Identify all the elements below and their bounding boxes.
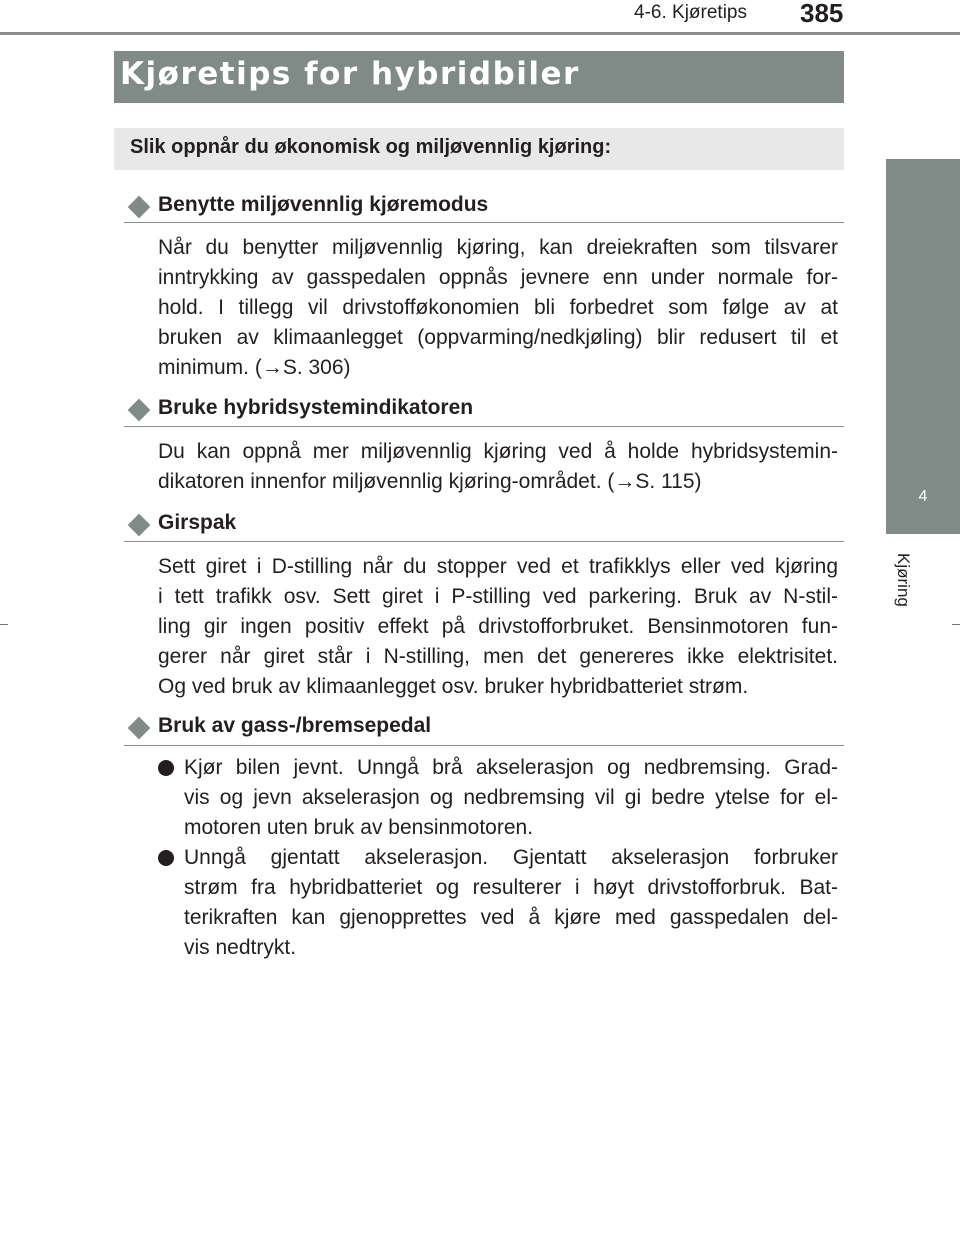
section-divider [124,745,844,746]
text-line: vis og jevn akselerasjon og nedbremsing vil gi bedre ytelse for el- [184,786,838,809]
header-divider [0,32,960,35]
bullet-item-smooth-driving [184,753,838,843]
text-line: vis nedtrykt. [184,936,297,959]
bullet-dot-icon [158,760,174,776]
bullet-item-repeated-acceleration [184,843,838,963]
diamond-bullet-icon [128,514,151,537]
text-line: inntrykking av gasspedalen oppnås jevnere enn under normale for- [158,266,838,289]
text-line: dikatoren innenfor miljøvennlig kjøring-området. (→S. 115) [158,470,702,493]
page-number: 385 [800,0,844,28]
bullet-dot-icon [158,850,174,866]
section-title: Benytte miljøvennlig kjøremodus [158,193,489,216]
diamond-bullet-icon [128,717,151,740]
chapter-label: Kjøring [894,553,913,607]
text-line: hold. I tillegg vil drivstofføkonomien bli forbedret som følge av at [158,296,838,319]
text-line: gerer når giret står i N-stilling, men det genereres ikke elektrisitet. [158,645,838,668]
text-line: terikraften kan gjenopprettes ved å kjøre med gasspedalen del- [184,906,838,929]
section-divider [124,222,844,223]
text-line: Når du benytter miljøvennlig kjøring, kan dreiekraften som tilsvarer [158,236,838,259]
text-line: Og ved bruk av klimaanlegget osv. bruker hybridbatteriet strøm. [158,675,749,698]
intro-text: Slik oppnår du økonomisk og miljøvennlig kjøring: [130,136,612,158]
section-body-gear-lever [158,552,838,702]
page-title: Kjøretips for hybridbiler [120,56,580,92]
crop-mark-right [952,624,960,625]
section-body-eco-mode [158,233,838,383]
text-line: motoren uten bruk av bensinmotoren. [184,816,534,839]
text-line: i tett trafikk osv. Sett giret i P-stilling ved parkering. Bruk av N-stil- [158,585,838,608]
section-body-hybrid-indicator [158,437,838,497]
diamond-bullet-icon [128,196,151,219]
text-line: Du kan oppnå mer miljøvennlig kjøring ved å holde hybridsystemin- [158,440,838,463]
section-divider [124,426,844,427]
text-line: minimum. (→S. 306) [158,356,351,379]
chapter-side-tab [886,159,960,534]
text-line: Unngå gjentatt akselerasjon. Gjentatt akselerasjon forbruker [184,846,838,869]
crop-mark-left [0,624,8,625]
section-title: Girspak [158,511,237,534]
text-line: ling gir ingen positiv effekt på drivstofforbruket. Bensinmotoren fun- [158,615,838,638]
section-title: Bruk av gass-/bremsepedal [158,714,432,737]
header-section-title: 4-6. Kjøretips [634,2,747,23]
diamond-bullet-icon [128,399,151,422]
text-line: bruken av klimaanlegget (oppvarming/nedkjøling) blir redusert til et [158,326,838,349]
text-line: Sett giret i D-stilling når du stopper ved et trafikklys eller ved kjøring [158,555,838,578]
chapter-number: 4 [918,488,928,505]
text-line: Kjør bilen jevnt. Unngå brå akselerasjon og nedbremsing. Grad- [184,756,838,779]
section-title: Bruke hybridsystemindikatoren [158,396,474,419]
section-divider [124,541,844,542]
text-line: strøm fra hybridbatteriet og resulterer i høyt drivstofforbruk. Bat- [184,876,838,899]
